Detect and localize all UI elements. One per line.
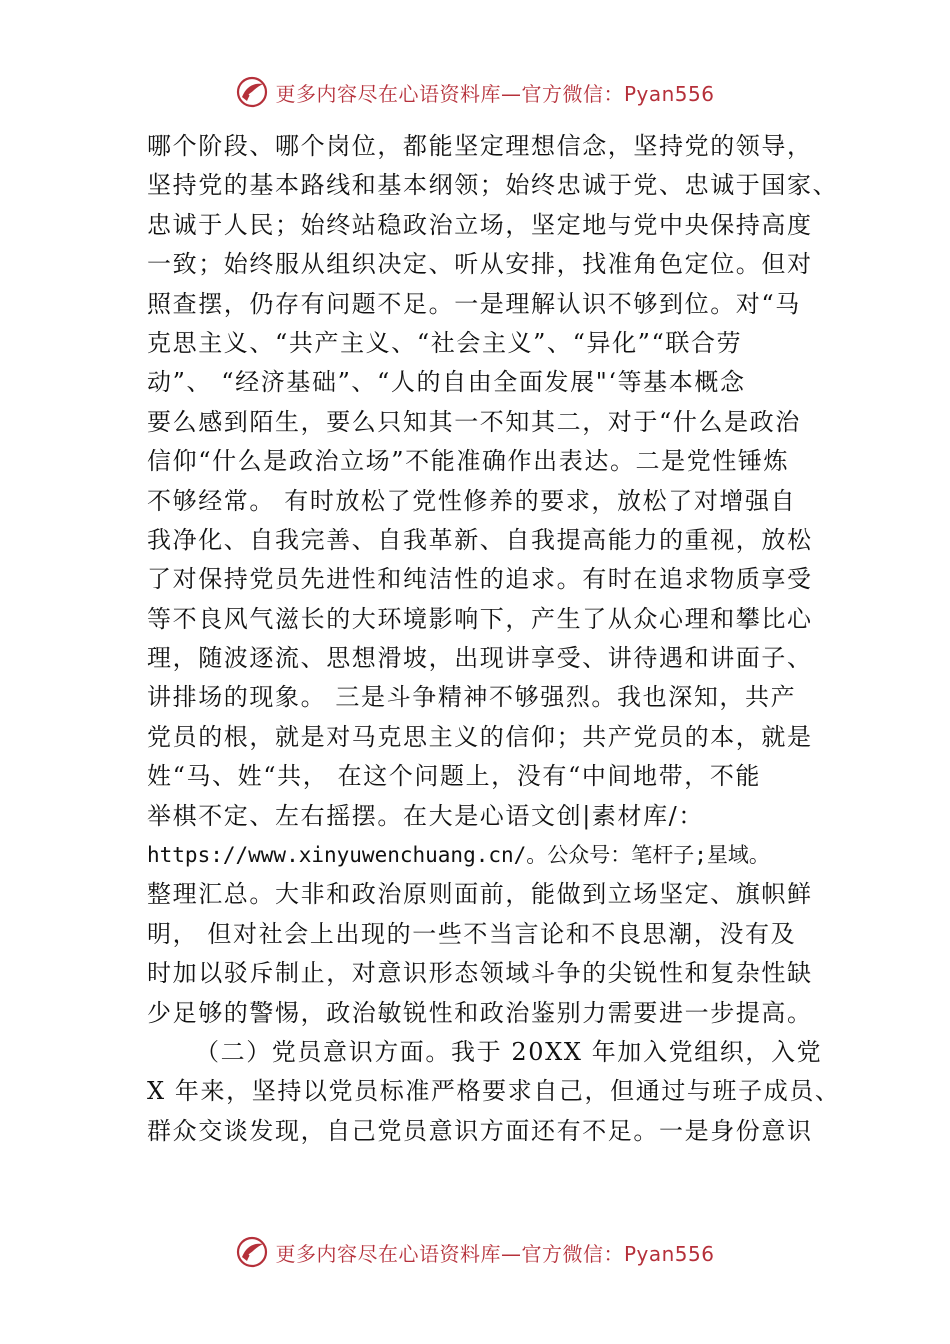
header-banner-text: 更多内容尽在心语资料库—官方微信：Pyan556	[275, 81, 715, 106]
body-line: 坚持党的基本路线和基本纲领；始终忠诚于党、忠诚于国家、	[147, 171, 839, 200]
body-line: 了对保持党员先进性和纯洁性的追求。有时在追求物质享受	[147, 565, 813, 594]
header-banner	[0, 72, 950, 112]
body-line: 要么感到陌生，要么只知其一不知其二，对于“什么是政治	[147, 407, 801, 436]
body-line: 忠诚于人民；始终站稳政治立场，坚定地与党中央保持高度	[147, 210, 813, 239]
footer-banner	[0, 1232, 950, 1272]
body-line: 照查摆，仍存有问题不足。一是理解认识不够到位。对“马	[147, 289, 801, 318]
body-line: 党员的根，就是对马克思主义的信仰；共产党员的本，就是	[147, 722, 813, 751]
body-line: 等不良风气滋长的大环境影响下，产生了从众心理和攀比心	[147, 604, 813, 633]
url-line: https://www.xinyuwenchuang.cn/。公众号：笔杆子;星域。	[147, 843, 770, 868]
body-line: 整理汇总。大非和政治原则面前，能做到立场坚定、旗帜鲜	[147, 880, 813, 909]
body-line: 动”、 “经济基础”、“人的自由全面发展"‘等基本概念	[147, 368, 746, 397]
body-line: 明， 但对社会上出现的一些不当言论和不良思潮，没有及	[147, 919, 797, 948]
body-line: 讲排场的现象。 三是斗争精神不够强烈。我也深知，共产	[147, 683, 797, 712]
body-line: 我净化、自我完善、自我革新、自我提高能力的重视，放松	[147, 525, 813, 554]
body-line: 姓“马、姓“共， 在这个问题上，没有“中间地带，不能	[147, 762, 762, 791]
document-body	[147, 127, 841, 1151]
body-line: 时加以驳斥制止，对意识形态领域斗争的尖锐性和复杂性缺	[147, 959, 813, 988]
body-line: 少足够的警惕，政治敏锐性和政治鉴别力需要进一步提高。	[147, 998, 813, 1027]
body-line: 举棋不定、左右摇摆。在大是心语文创|素材库/：	[147, 801, 704, 830]
body-line: 哪个阶段、哪个岗位，都能坚定理想信念，坚持党的领导，	[147, 132, 813, 160]
body-line: 群众交谈发现，自己党员意识方面还有不足。一是身份意识	[147, 1116, 813, 1145]
footer-banner-text: 更多内容尽在心语资料库—官方微信：Pyan556	[275, 1241, 715, 1266]
brush-seal-icon	[235, 75, 269, 109]
body-line: 不够经常。 有时放松了党性修养的要求，放松了对增强自	[147, 486, 797, 515]
body-line: 理，随波逐流、思想滑坡，出现讲享受、讲待遇和讲面子、	[147, 644, 813, 673]
body-line: 信仰“什么是政治立场”不能准确作出表达。二是党性锤炼	[147, 447, 790, 476]
section-heading-line: （二）党员意识方面。我于 20XX 年加入党组织，入党	[195, 1037, 823, 1066]
body-line: 一致；始终服从组织决定、听从安排，找准角色定位。但对	[147, 250, 813, 279]
brush-seal-icon	[235, 1235, 269, 1269]
body-line: 克思主义、“共产主义、“社会主义”、“异化”“联合劳	[147, 328, 743, 357]
body-line: X 年来，坚持以党员标准严格要求自己，但通过与班子成员、	[147, 1077, 841, 1106]
